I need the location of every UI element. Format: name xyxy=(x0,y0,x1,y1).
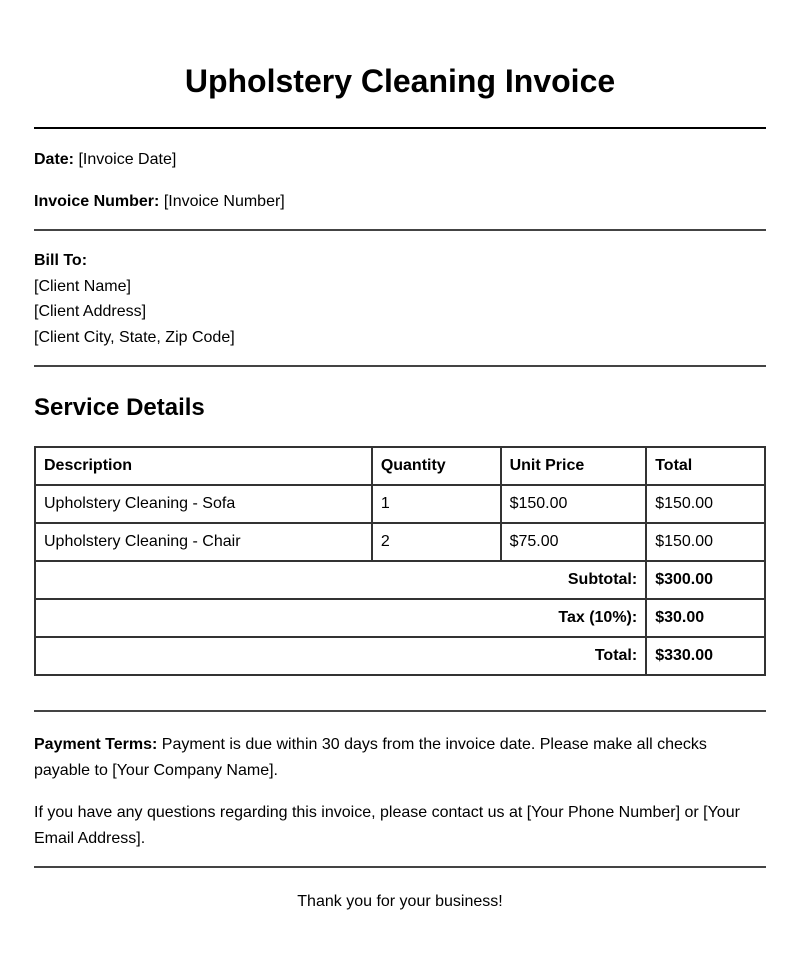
tax-row xyxy=(35,599,765,637)
tax-label: Tax (10%): xyxy=(35,599,646,637)
date-label: Date: xyxy=(34,151,75,168)
row-unit-price: $75.00 xyxy=(501,523,647,561)
column-header-quantity: Quantity xyxy=(372,447,501,485)
date-value: [Invoice Date] xyxy=(78,151,177,168)
invoice-title: Upholstery Cleaning Invoice xyxy=(184,63,616,99)
client-city: [Client City, State, Zip Code] xyxy=(34,329,235,346)
payment-terms-label: Payment Terms: xyxy=(34,736,158,753)
client-name: [Client Name] xyxy=(34,278,131,295)
row-description: Upholstery Cleaning - Sofa xyxy=(35,485,372,523)
invoice-number-label: Invoice Number: xyxy=(34,193,160,210)
column-header-unit-price: Unit Price xyxy=(501,447,647,485)
row-total: $150.00 xyxy=(646,523,765,561)
service-table xyxy=(34,446,766,676)
payment-terms xyxy=(34,732,766,784)
invoice-date xyxy=(34,150,176,170)
row-total: $150.00 xyxy=(646,485,765,523)
column-header-total: Total xyxy=(646,447,765,485)
row-quantity: 1 xyxy=(372,485,501,523)
row-description: Upholstery Cleaning - Chair xyxy=(35,523,372,561)
table-row xyxy=(35,523,765,561)
invoice-number xyxy=(34,192,285,212)
bill-to-label: Bill To: xyxy=(34,252,88,269)
column-header-description: Description xyxy=(35,447,372,485)
thank-you-note: Thank you for your business! xyxy=(297,893,503,910)
service-details-heading: Service Details xyxy=(34,394,205,421)
subtotal-label: Subtotal: xyxy=(35,561,646,599)
divider xyxy=(34,866,766,868)
divider xyxy=(34,229,766,231)
tax-value: $30.00 xyxy=(646,599,765,637)
table-row xyxy=(35,485,765,523)
invoice-number-value: [Invoice Number] xyxy=(163,193,285,210)
payment-terms-text: Payment is due within 30 days from the invoice date. Please make all checks payable to [Your Company Name]. xyxy=(34,736,707,779)
total-row xyxy=(35,637,765,675)
subtotal-value: $300.00 xyxy=(646,561,765,599)
subtotal-row xyxy=(35,561,765,599)
table-header-row xyxy=(35,447,765,485)
total-label: Total: xyxy=(35,637,646,675)
total-value: $330.00 xyxy=(646,637,765,675)
divider xyxy=(34,365,766,367)
client-address: [Client Address] xyxy=(34,303,147,320)
divider xyxy=(34,710,766,712)
row-quantity: 2 xyxy=(372,523,501,561)
row-unit-price: $150.00 xyxy=(501,485,647,523)
divider xyxy=(34,127,766,129)
contact-text: If you have any questions regarding this invoice, please contact us at [Your Phone Number] or [Your Email Address]. xyxy=(34,804,740,847)
